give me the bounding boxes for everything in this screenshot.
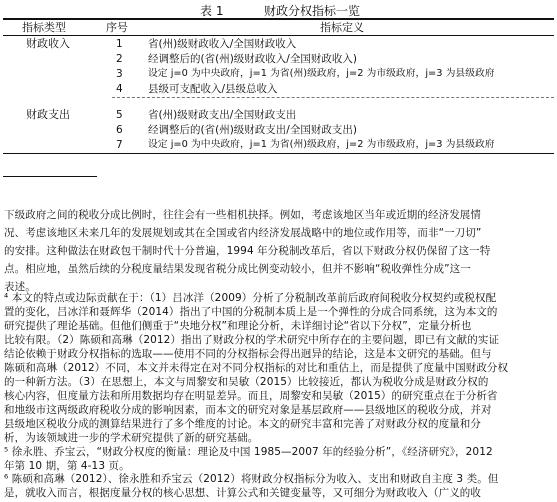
row-number: 7 <box>116 139 123 151</box>
footnote-line: 的一种新方法。（3）在思想上，本文与周黎安和吴敏（2015）比较接近，都认为税收分成是财政分权的 <box>4 376 489 388</box>
row-definition: 设定 j=0 为中央政府，j=1 为省(州)级政府，j=2 为市级政府，j=3 为县级政府 <box>148 139 495 150</box>
footnote-separator <box>3 176 97 177</box>
group-type-expenditure: 财政支出 <box>26 108 70 121</box>
footnote-line: 是，就收入而言，根据度量分权的核心思想、计算公式和关键变量等，又可细分为财政收入（广义的收 <box>4 487 481 499</box>
footnote-line: 研究提供了理论基础。但他们侧重于“央地分权”和理论分析，未详细讨论“省以下分权”，定量分析也 <box>4 320 472 332</box>
footnote-line: 核心内容，但度量方法和所用数据均存在明显差异。而且，周黎安和吴敏（2015）的研究重点在于分析省 <box>4 390 498 402</box>
footnote-line: 结论依赖于财政分权指标的选取——使用不同的分权指标会得出迥异的结论，这是本文研究的基础。但与 <box>4 348 492 360</box>
row-definition: 经调整后的(省(州)级财政支出/全国财政支出) <box>148 124 357 136</box>
header-index: 序号 <box>106 21 128 34</box>
footnote-line: 置的变化，吕冰洋和聂辉华（2014）指出了中国的分税制本质上是一个弹性的分成合同系统，这为本文的 <box>4 306 498 318</box>
row-definition: 省(州)级财政收入/全国财政收入 <box>148 38 297 50</box>
header-rule <box>3 35 554 36</box>
table-top-rule <box>3 18 554 20</box>
row-number: 2 <box>116 53 123 65</box>
footnote-line: ⁵ 徐永胜、乔宝云，“财政分权度的衡量：理论及中国 1985—2007 年的经验分析”，《经济研究》，2012 <box>4 446 493 458</box>
row-number: 3 <box>116 68 123 80</box>
footnote-line: ⁶ 陈硕和高琳（2012）、徐永胜和乔宝云（2012）将财政分权指标分为收入、支出和财政自主度 3 类。但 <box>4 473 499 485</box>
table-caption-label: 表 1 <box>200 4 224 18</box>
table-bottom-rule <box>3 153 554 154</box>
footnote-line: 下级政府之间的税收分成比例时，往往会有一些相机抉择。例如，考虑该地区当年或近期的经济发展情 <box>4 209 481 221</box>
group-type-revenue: 财政收入 <box>26 37 70 50</box>
footnote-line: 县级地区税收分成的测算结果进行了多个维度的讨论。本文的研究丰富和完善了对财政分权的度量和分 <box>4 418 481 430</box>
footnote-line: 和地级市这两级政府税收分成的影响因素，而本文的研究对象是基层政府——县级地区的税收分成，并对 <box>4 404 492 416</box>
table-caption-title: 财政分权指标一览 <box>264 4 361 18</box>
row-number: 4 <box>116 83 123 95</box>
footnote-line: 点。相应地，虽然后续的分税度量结果发现省税分成比例变动较小，但并不影响“税收弹性分成”这一 <box>4 263 471 275</box>
row-number: 5 <box>116 109 123 121</box>
footnote-line: 陈硕和高琳（2012）不同，本文并未得定在对不同分权指标的对比和重估上，而是提供了度量中国财政分权 <box>4 362 509 374</box>
row-definition: 省(州)级财政支出/全国财政支出 <box>148 109 297 121</box>
row-number: 6 <box>116 124 123 136</box>
group-divider <box>112 97 554 98</box>
row-number: 1 <box>116 38 123 50</box>
footnote-line: 年第 10 期，第 4-13 页。 <box>4 460 130 472</box>
footnote-line: 表述。 <box>4 281 36 293</box>
footnote-line: 比较有限。（2）陈硕和高琳（2012）指出了财政分权的学术研究中所存在的主要问题，即已有文献的实证 <box>4 334 500 346</box>
header-definition: 指标定义 <box>320 21 364 34</box>
header-indicator-type: 指标类型 <box>22 21 66 34</box>
row-definition: 经调整后的(省(州)级财政收入/全国财政收入) <box>148 53 357 65</box>
footnote-line: 的安排。这种做法在财政包干制时代十分普遍，1994 年分税制改革后，省以下财政分权仍保留了这一特 <box>4 245 491 257</box>
footnote-line: 况、考虑该地区未来几年的发展规划或其在全国或省内经济发展战略中的地位或作用等，而非“一刀切” <box>4 227 482 239</box>
footnote-line: 析，为该领域进一步的学术研究提供了新的研究基础。 <box>4 432 259 444</box>
footnote-line: ⁴ 本文的特点或边际贡献在于：（1）吕冰洋（2009）分析了分税制改革前后政府间税收分权契约或税权配 <box>4 292 497 304</box>
row-definition: 设定 j=0 为中央政府，j=1 为省(州)级政府，j=2 为市级政府，j=3 为县级政府 <box>148 68 495 79</box>
row-definition: 县级可支配收入/县级总收入 <box>148 83 278 95</box>
